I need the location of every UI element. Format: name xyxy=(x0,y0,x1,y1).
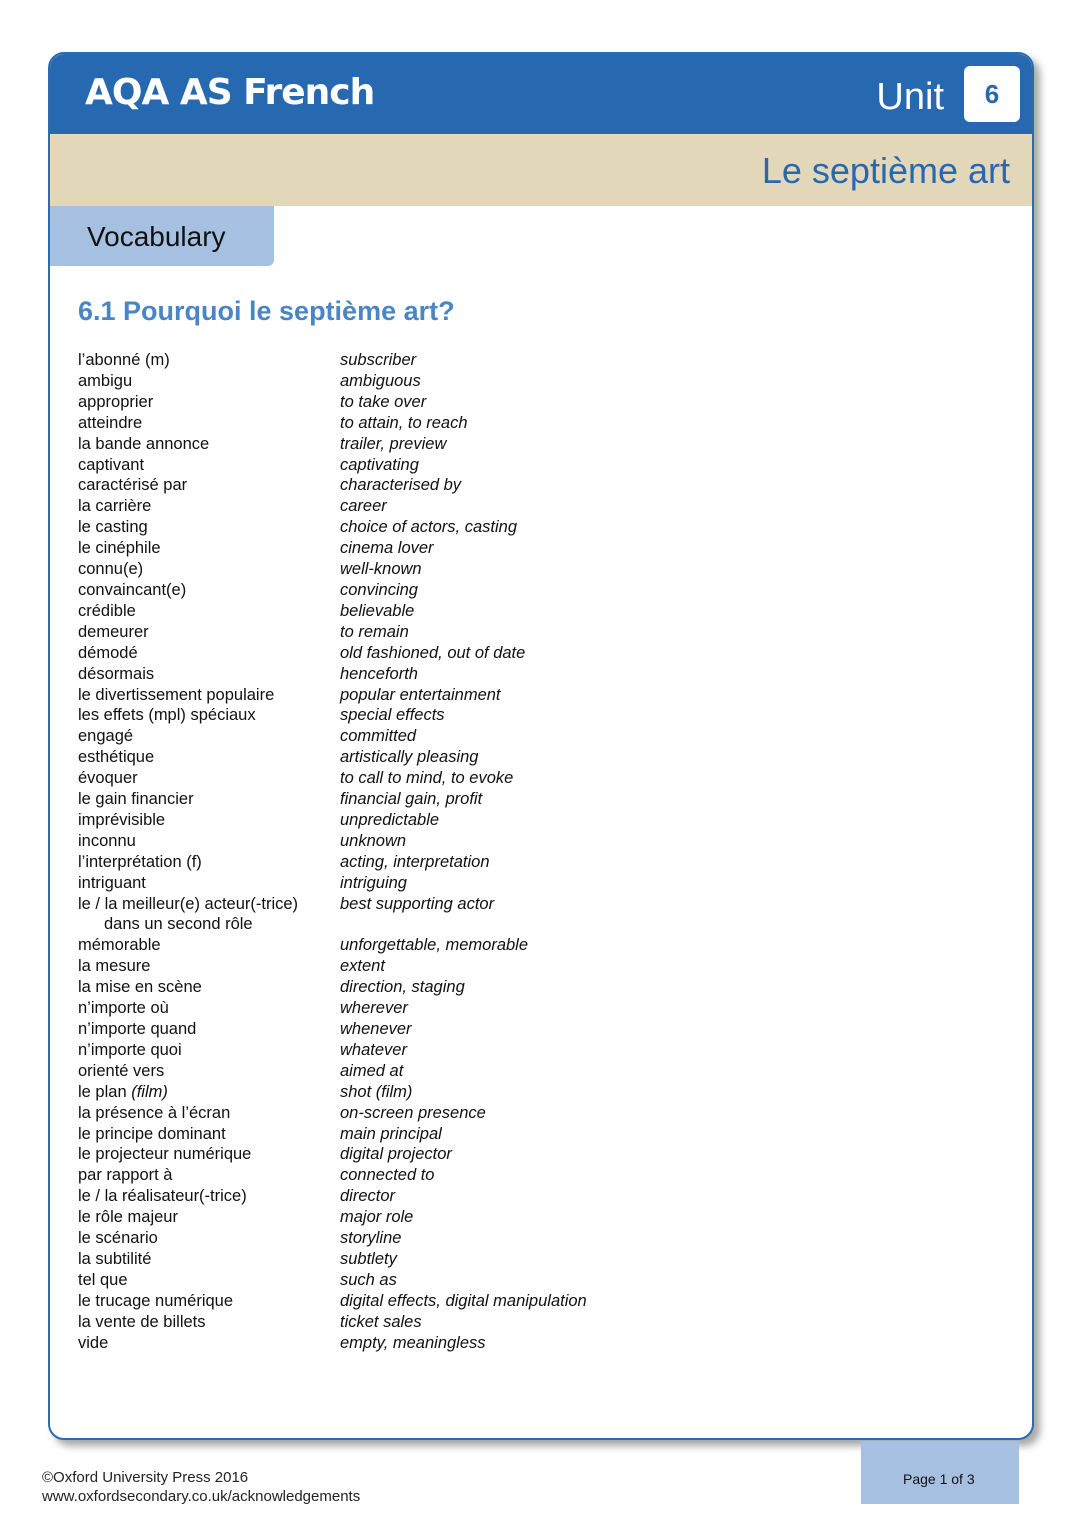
french-term xyxy=(78,1144,340,1165)
vocab-row xyxy=(78,852,778,873)
french-term-text: le cinéphile xyxy=(78,539,161,558)
english-translation: wherever xyxy=(340,999,408,1018)
french-term xyxy=(78,1103,340,1124)
vocab-row xyxy=(78,455,778,476)
french-term-text: mémorable xyxy=(78,936,161,955)
english-translation: on-screen presence xyxy=(340,1103,486,1122)
french-term-text: démodé xyxy=(78,643,138,662)
french-term xyxy=(78,1019,340,1040)
english-translation: connected to xyxy=(340,1166,435,1185)
french-term xyxy=(78,413,340,434)
french-term-text: atteindre xyxy=(78,413,143,432)
french-term xyxy=(78,664,340,685)
french-term-text: n’importe quand xyxy=(78,1020,197,1038)
french-term-text: la bande annonce xyxy=(78,434,210,453)
vocab-row xyxy=(78,977,778,998)
vocabulary-list xyxy=(78,350,778,1354)
section-heading: 6.1 Pourquoi le septième art? xyxy=(78,296,455,326)
vocab-row xyxy=(78,914,778,935)
english-translation: acting, interpretation xyxy=(340,852,490,871)
vocab-row xyxy=(78,559,778,580)
french-term-text: l’interprétation (f) xyxy=(78,852,202,871)
english-translation: believable xyxy=(340,601,415,620)
english-translation: subscriber xyxy=(340,351,417,369)
french-term xyxy=(78,392,340,413)
vocab-row xyxy=(78,371,778,392)
french-term xyxy=(78,977,340,998)
french-term xyxy=(78,1291,340,1312)
english-translation: such as xyxy=(340,1270,397,1289)
french-term xyxy=(78,1207,340,1228)
french-term-text: le gain financier xyxy=(78,790,194,809)
english-translation: direction, staging xyxy=(340,978,465,997)
vocab-row xyxy=(78,726,778,747)
french-term xyxy=(78,455,340,476)
french-term-text: intriguant xyxy=(78,873,146,892)
french-term-text: inconnu xyxy=(78,831,136,850)
english-translation: cinema lover xyxy=(340,539,434,558)
vocab-row xyxy=(78,664,778,685)
topic-title: Le septième art xyxy=(761,150,1010,191)
vocab-row xyxy=(78,517,778,538)
vocab-row xyxy=(78,956,778,977)
vocab-row xyxy=(78,1312,778,1333)
english-translation: ambiguous xyxy=(340,371,421,390)
vocab-row xyxy=(78,350,778,371)
french-term xyxy=(78,831,340,852)
english-translation: career xyxy=(340,497,387,516)
header-bar xyxy=(50,54,1032,134)
french-term-text: le rôle majeur xyxy=(78,1208,178,1227)
english-translation: financial gain, profit xyxy=(340,790,483,809)
vocab-row xyxy=(78,496,778,517)
french-term-text: crédible xyxy=(78,601,136,620)
french-term-text: évoquer xyxy=(78,769,138,788)
vocab-row xyxy=(78,789,778,810)
vocab-row xyxy=(78,1333,778,1354)
vocab-row xyxy=(78,1165,778,1186)
french-term-text: le casting xyxy=(78,518,148,537)
french-term-text: le principe dominant xyxy=(78,1124,226,1143)
french-term-text: le projecteur numérique xyxy=(78,1145,252,1164)
english-translation: director xyxy=(340,1187,396,1206)
english-translation: shot (film) xyxy=(340,1082,413,1101)
vocab-row xyxy=(78,894,778,915)
english-translation: popular entertainment xyxy=(340,685,501,704)
french-term-text: le plan xyxy=(78,1082,127,1101)
vocab-row xyxy=(78,873,778,894)
french-term xyxy=(78,1165,340,1186)
french-term-text: captivant xyxy=(78,455,145,474)
page-number: Page 1 of 3 xyxy=(903,1471,975,1487)
french-term-text: le trucage numérique xyxy=(78,1291,234,1310)
french-term xyxy=(78,559,340,580)
french-term-text: le divertissement populaire xyxy=(78,685,275,704)
english-translation: special effects xyxy=(340,706,445,725)
french-term xyxy=(78,601,340,622)
french-term-text: le / la meilleur(e) acteur(-trice) xyxy=(78,894,299,913)
english-translation: unpredictable xyxy=(340,810,440,829)
french-term xyxy=(78,1124,340,1145)
french-term xyxy=(78,517,340,538)
english-translation: ticket sales xyxy=(340,1312,422,1331)
french-term xyxy=(78,810,340,831)
vocab-row xyxy=(78,1207,778,1228)
french-term-text: la présence à l’écran xyxy=(78,1103,231,1122)
french-term-text: les effets (mpl) spéciaux xyxy=(78,706,256,725)
french-term xyxy=(78,998,340,1019)
french-term xyxy=(78,1249,340,1270)
french-term xyxy=(78,1082,340,1103)
french-term xyxy=(78,371,340,392)
english-translation: unknown xyxy=(340,831,407,850)
english-translation: whenever xyxy=(340,1020,412,1038)
english-translation: to attain, to reach xyxy=(340,413,468,432)
vocab-row xyxy=(78,747,778,768)
french-term xyxy=(78,894,340,915)
page-indicator xyxy=(861,1441,1019,1504)
vocab-row xyxy=(78,622,778,643)
french-term-text: la vente de billets xyxy=(78,1312,206,1331)
vocab-row xyxy=(78,434,778,455)
english-translation: subtlety xyxy=(340,1249,397,1268)
french-term-text: la mesure xyxy=(78,957,151,976)
french-term xyxy=(78,1270,340,1291)
french-term xyxy=(78,1228,340,1249)
french-term-text: l’abonné (m) xyxy=(78,351,170,369)
french-term-text: vide xyxy=(78,1333,109,1352)
french-term xyxy=(78,852,340,873)
vocab-row xyxy=(78,475,778,496)
french-term xyxy=(78,1040,340,1061)
vocab-row xyxy=(78,705,778,726)
french-term xyxy=(78,873,340,894)
french-term xyxy=(78,643,340,664)
vocab-row xyxy=(78,413,778,434)
english-translation: main principal xyxy=(340,1124,442,1143)
vocab-row xyxy=(78,831,778,852)
english-translation: henceforth xyxy=(340,664,418,683)
vocab-row xyxy=(78,601,778,622)
french-term xyxy=(78,726,340,747)
english-translation: captivating xyxy=(340,455,419,474)
english-translation: convincing xyxy=(340,580,418,599)
english-translation: whatever xyxy=(340,1040,407,1059)
english-translation: to remain xyxy=(340,622,409,641)
french-term xyxy=(78,1186,340,1207)
french-term-text: n’importe où xyxy=(78,999,169,1018)
vocab-row xyxy=(78,810,778,831)
french-term xyxy=(78,580,340,601)
french-term-text: la mise en scène xyxy=(78,978,202,997)
footer-credits xyxy=(42,1468,360,1506)
english-translation: intriguing xyxy=(340,873,407,892)
french-term-text: esthétique xyxy=(78,748,155,767)
french-term xyxy=(78,956,340,977)
french-term-note: (film) xyxy=(131,1082,168,1101)
french-term xyxy=(78,685,340,706)
english-translation: well-known xyxy=(340,560,422,579)
english-translation: unforgettable, memorable xyxy=(340,936,529,955)
french-term-text: engagé xyxy=(78,727,134,746)
worksheet-card xyxy=(48,52,1034,1440)
english-translation: trailer, preview xyxy=(340,434,447,453)
french-term-text: désormais xyxy=(78,664,155,683)
french-term-text: connu(e) xyxy=(78,560,144,579)
vocab-row xyxy=(78,1082,778,1103)
vocab-row xyxy=(78,1144,778,1165)
topic-band xyxy=(50,134,1032,206)
french-term-text: convaincant(e) xyxy=(78,580,187,599)
vocab-row xyxy=(78,1291,778,1312)
vocab-row xyxy=(78,685,778,706)
vocab-row xyxy=(78,1124,778,1145)
french-term-text: la subtilité xyxy=(78,1249,152,1268)
vocab-row xyxy=(78,1186,778,1207)
english-translation: to call to mind, to evoke xyxy=(340,769,514,788)
french-term xyxy=(78,538,340,559)
english-translation: artistically pleasing xyxy=(340,748,479,767)
vocab-row xyxy=(78,392,778,413)
french-term-text: caractérisé par xyxy=(78,476,188,495)
english-translation: extent xyxy=(340,957,385,976)
vocab-row xyxy=(78,538,778,559)
vocabulary-tab xyxy=(50,206,274,266)
french-term xyxy=(78,747,340,768)
vocab-row xyxy=(78,998,778,1019)
english-translation: characterised by xyxy=(340,476,462,495)
vocab-row xyxy=(78,580,778,601)
french-term-text: le scénario xyxy=(78,1229,158,1248)
vocab-row xyxy=(78,1270,778,1291)
english-translation: aimed at xyxy=(340,1061,404,1080)
vocab-row xyxy=(78,643,778,664)
vocab-row xyxy=(78,1228,778,1249)
brand-title: AQA AS French xyxy=(85,72,375,113)
french-term xyxy=(78,475,340,496)
unit-number-badge: 6 xyxy=(964,66,1020,122)
unit-label: Unit xyxy=(876,76,944,118)
french-term-text: ambigu xyxy=(78,371,133,390)
french-term xyxy=(78,434,340,455)
english-translation: digital effects, digital manipulation xyxy=(340,1291,587,1310)
copyright-text: ©Oxford University Press 2016 xyxy=(42,1469,249,1486)
vocab-row xyxy=(78,1061,778,1082)
french-term-text: tel que xyxy=(78,1270,128,1289)
english-translation: old fashioned, out of date xyxy=(340,643,526,662)
french-term-text: orienté vers xyxy=(78,1061,165,1080)
french-term-text: dans un second rôle xyxy=(104,915,253,934)
french-term-text: demeurer xyxy=(78,622,149,641)
french-term xyxy=(78,1333,340,1354)
english-translation: storyline xyxy=(340,1229,402,1248)
vocab-row xyxy=(78,768,778,789)
english-translation: digital projector xyxy=(340,1145,452,1164)
french-term xyxy=(78,935,340,956)
english-translation: best supporting actor xyxy=(340,894,495,913)
french-term xyxy=(78,1061,340,1082)
vocab-row xyxy=(78,1040,778,1061)
vocab-row xyxy=(78,935,778,956)
french-term xyxy=(78,705,340,726)
french-term xyxy=(78,914,340,935)
english-translation: choice of actors, casting xyxy=(340,518,518,537)
french-term xyxy=(78,1312,340,1333)
english-translation: empty, meaningless xyxy=(340,1333,486,1352)
french-term xyxy=(78,496,340,517)
acknowledgements-url: www.oxfordsecondary.co.uk/acknowledgements xyxy=(42,1488,361,1505)
french-term-text: imprévisible xyxy=(78,810,166,829)
french-term-text: la carrière xyxy=(78,497,152,516)
french-term-text: n’importe quoi xyxy=(78,1040,182,1059)
vocab-row xyxy=(78,1249,778,1270)
french-term xyxy=(78,350,340,371)
english-translation: committed xyxy=(340,727,417,746)
vocabulary-tab-label: Vocabulary xyxy=(87,221,226,252)
french-term-text: approprier xyxy=(78,392,154,411)
english-translation: major role xyxy=(340,1208,414,1227)
vocab-row xyxy=(78,1019,778,1040)
vocab-row xyxy=(78,1103,778,1124)
french-term xyxy=(78,768,340,789)
french-term-text: le / la réalisateur(-trice) xyxy=(78,1187,247,1206)
french-term xyxy=(78,789,340,810)
english-translation: to take over xyxy=(340,392,427,411)
french-term-text: par rapport à xyxy=(78,1166,173,1185)
french-term xyxy=(78,622,340,643)
